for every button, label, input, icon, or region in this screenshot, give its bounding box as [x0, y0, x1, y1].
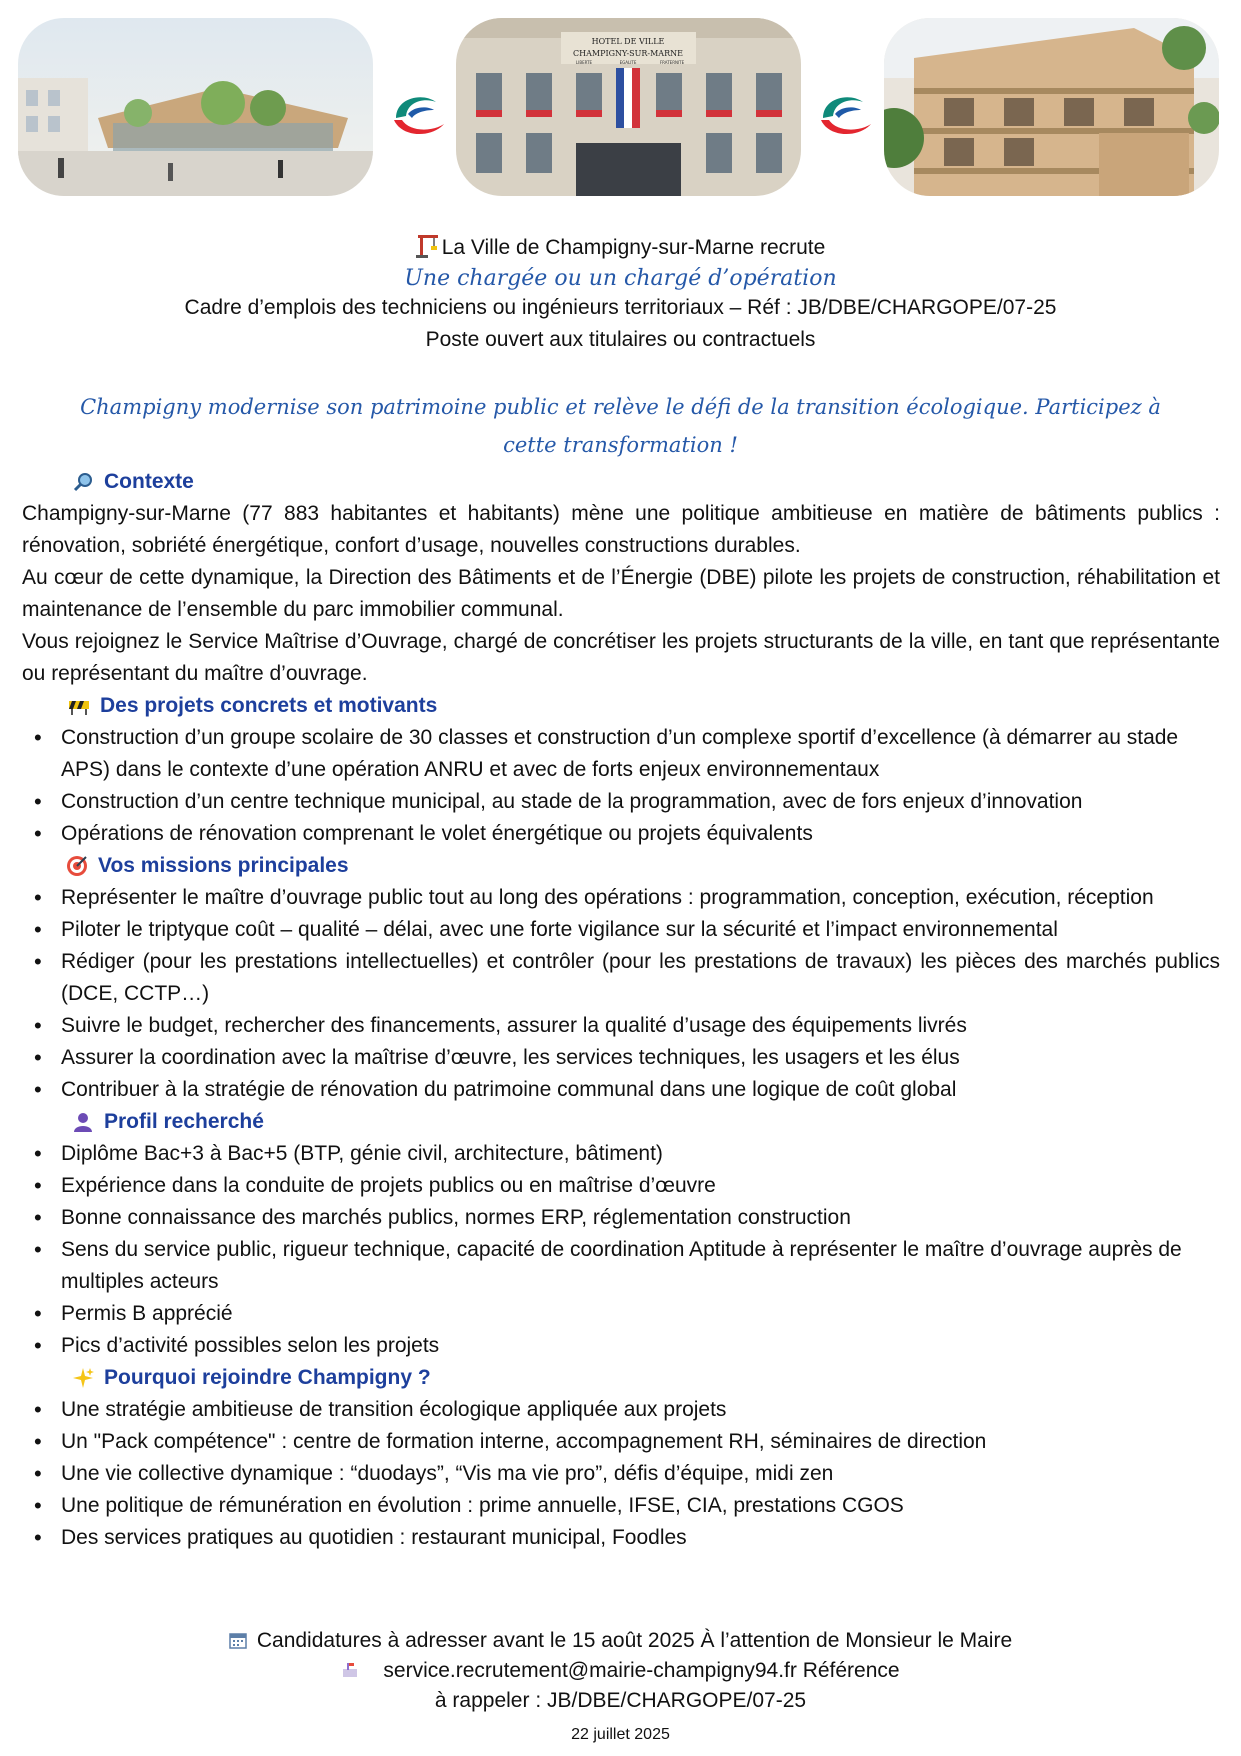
- list-item: • Un "Pack compétence" : centre de formation interne, accompagnement RH, séminaires de direction: [22, 1426, 1220, 1458]
- job-description: [22, 466, 1220, 1554]
- job-framework: Cadre d’emplois des techniciens ou ingénieurs territoriaux – Réf : JB/DBE/CHARGOPE/07-25: [184, 296, 1057, 319]
- magnifier-icon: [72, 471, 94, 493]
- contexte-paragraph: Vous rejoignez le Service Maîtrise d’Ouvrage, chargé de concrétiser les projets structurants de la ville, en tant que représentante ou représentant du maître d’ouvrage.: [22, 630, 1220, 685]
- contexte-paragraph: Champigny-sur-Marne (77 883 habitantes et habitants) mène une politique ambitieuse en matière de bâtiments publics : rénovation, sobriété énergétique, confort d’usage, nouvelles constructions durables.: [22, 502, 1220, 557]
- list-item: • Représenter le maître d’ouvrage public tout au long des opérations : programmation, conception, exécution, réception: [22, 882, 1220, 914]
- profil-list: [22, 1138, 1220, 1362]
- email-link[interactable]: service.recrutement@mairie-champigny94.fr Référence: [383, 1659, 900, 1682]
- list-item: • Une stratégie ambitieuse de transition écologique appliquée aux projets: [22, 1394, 1220, 1426]
- application-email: [0, 1656, 1241, 1686]
- city-hall-photo: [456, 18, 801, 196]
- publication-date: 22 juillet 2025: [571, 1726, 670, 1743]
- hall-motto-right: FRATERNITE: [659, 60, 685, 65]
- crane-icon: [416, 232, 440, 258]
- tagline: Champigny modernise son patrimoine public et relève le défi de la transition écologique. Participez à cette transformation !: [80, 395, 1161, 457]
- mailbox-icon: [341, 1661, 359, 1679]
- recruitment-heading: [0, 232, 1241, 260]
- section-projets-title: Des projets concrets et motivants: [22, 690, 1220, 722]
- list-item: • Des services pratiques au quotidien : restaurant municipal, Foodles: [22, 1522, 1220, 1554]
- section-profil-title: Profil recherché: [22, 1106, 1220, 1138]
- section-contexte-title: Contexte: [22, 466, 1220, 498]
- market-hall-photo: [18, 18, 373, 196]
- contexte-paragraph: Au cœur de cette dynamique, la Direction des Bâtiments et de l’Énergie (DBE) pilote les projets de construction, réhabilitation et maintenance de l’ensemble du parc immobilier communal.: [22, 566, 1220, 621]
- list-item: • Suivre le budget, rechercher des financements, assurer la qualité d’usage des équipements livrés: [22, 1010, 1220, 1042]
- pourquoi-list: [22, 1394, 1220, 1554]
- person-icon: [72, 1111, 94, 1133]
- list-item: • Bonne connaissance des marchés publics, normes ERP, réglementation construction: [22, 1202, 1220, 1234]
- projets-list: [22, 722, 1220, 850]
- hall-motto-left: LIBERTE: [575, 60, 593, 65]
- list-item: • Assurer la coordination avec la maîtrise d’œuvre, les services techniques, les usagers et les élus: [22, 1042, 1220, 1074]
- city-logo-icon: [815, 88, 875, 138]
- new-building-photo: [884, 18, 1219, 196]
- list-item: • Construction d’un groupe scolaire de 30 classes et construction d’un complexe sportif d’excellence (à démarrer au stade APS) dans le contexte d’une opération ANRU et avec de forts enjeux environnementaux: [22, 722, 1220, 786]
- list-item: • Permis B apprécié: [22, 1298, 1220, 1330]
- list-item: • Contribuer à la stratégie de rénovation du patrimoine communal dans une logique de coût global: [22, 1074, 1220, 1106]
- calendar-icon: [229, 1631, 247, 1649]
- reference-reminder: à rappeler : JB/DBE/CHARGOPE/07-25: [434, 1689, 807, 1712]
- job-eligibility: Poste ouvert aux titulaires ou contractuels: [425, 328, 816, 351]
- list-item: • Rédiger (pour les prestations intellectuelles) et contrôler (pour les prestations de travaux) les pièces des marchés publics (DCE, CCTP…): [22, 946, 1220, 1010]
- list-item: • Opérations de rénovation comprenant le volet énergétique ou projets équivalents: [22, 818, 1220, 850]
- hall-motto-mid: EGALITE: [619, 60, 637, 65]
- sparkles-icon: [72, 1367, 94, 1389]
- city-logo-icon: [388, 88, 448, 138]
- target-icon: [66, 855, 88, 877]
- list-item: • Diplôme Bac+3 à Bac+5 (BTP, génie civil, architecture, bâtiment): [22, 1138, 1220, 1170]
- list-item: • Une politique de rémunération en évolution : prime annuelle, IFSE, CIA, prestations CGOS: [22, 1490, 1220, 1522]
- list-item: • Sens du service public, rigueur technique, capacité de coordination Aptitude à représenter le maître d’ouvrage auprès de multiples acteurs: [22, 1234, 1220, 1298]
- list-item: • Piloter le triptyque coût – qualité – délai, avec une forte vigilance sur la sécurité et l’impact environnemental: [22, 914, 1220, 946]
- missions-list: [22, 882, 1220, 1106]
- recruitment-text: La Ville de Champigny-sur-Marne recrute: [441, 236, 826, 259]
- section-missions-title: Vos missions principales: [22, 850, 1220, 882]
- hall-sign-line2: CHAMPIGNY-SUR-MARNE: [573, 49, 683, 58]
- construction-barrier-icon: [68, 695, 90, 717]
- photo-banner: [0, 18, 1241, 198]
- application-deadline: Candidatures à adresser avant le 15 août 2025 À l’attention de Monsieur le Maire: [0, 1626, 1241, 1656]
- job-title: Une chargée ou un chargé d’opération: [404, 266, 837, 291]
- list-item: • Pics d’activité possibles selon les projets: [22, 1330, 1220, 1362]
- section-pourquoi-title: Pourquoi rejoindre Champigny ?: [22, 1362, 1220, 1394]
- list-item: • Construction d’un centre technique municipal, au stade de la programmation, avec de fors enjeux d’innovation: [22, 786, 1220, 818]
- list-item: • Expérience dans la conduite de projets publics ou en maîtrise d’œuvre: [22, 1170, 1220, 1202]
- hall-sign-line1: HOTEL DE VILLE: [591, 37, 665, 46]
- list-item: • Une vie collective dynamique : “duodays”, “Vis ma vie pro”, défis d’équipe, midi zen: [22, 1458, 1220, 1490]
